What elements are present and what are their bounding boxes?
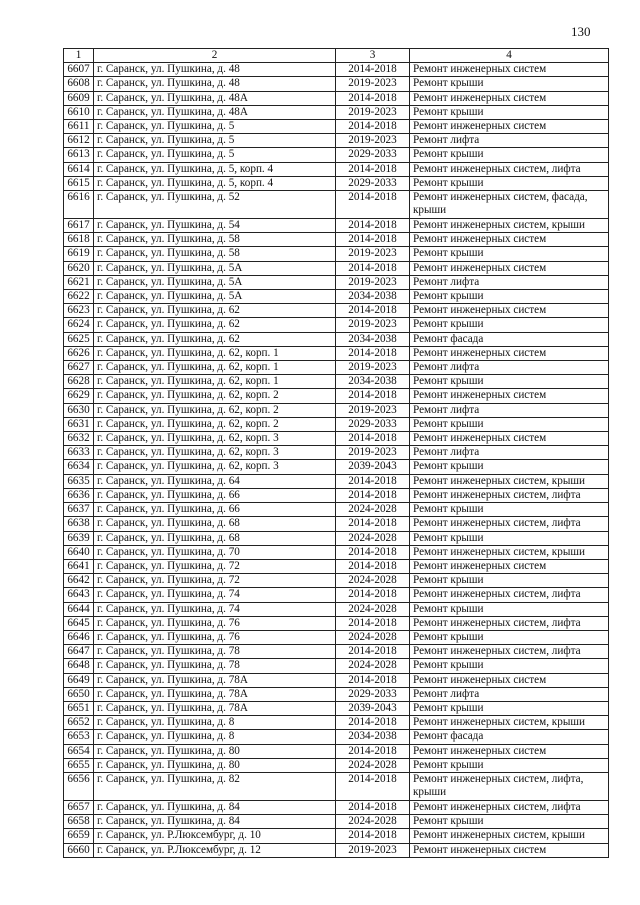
table-row: [64, 503, 609, 517]
row-number: 6626: [64, 346, 94, 360]
address-cell: г. Саранск, ул. Пушкина, д. 68: [94, 531, 336, 545]
period-cell: 2019-2023: [336, 318, 410, 332]
period-cell: 2014-2018: [336, 91, 410, 105]
table-row: [64, 63, 609, 77]
row-number: 6655: [64, 758, 94, 772]
row-number: 6620: [64, 261, 94, 275]
row-number: 6653: [64, 730, 94, 744]
table-row: [64, 134, 609, 148]
address-cell: г. Саранск, ул. Пушкина, д. 76: [94, 630, 336, 644]
address-cell: г. Саранск, ул. Пушкина, д. 48: [94, 63, 336, 77]
period-cell: 2014-2018: [336, 432, 410, 446]
work-type-cell: Ремонт крыши: [410, 176, 609, 190]
address-cell: г. Саранск, ул. Пушкина, д. 5, корп. 4: [94, 162, 336, 176]
address-cell: г. Саранск, ул. Пушкина, д. 62: [94, 304, 336, 318]
column-header-1: 1: [64, 49, 94, 63]
period-cell: 2024-2028: [336, 602, 410, 616]
work-type-cell: Ремонт инженерных систем: [410, 432, 609, 446]
work-type-cell: Ремонт инженерных систем: [410, 389, 609, 403]
table-row: [64, 602, 609, 616]
table-row: [64, 545, 609, 559]
table-row: [64, 332, 609, 346]
address-cell: г. Саранск, ул. Пушкина, д. 62, корп. 3: [94, 446, 336, 460]
period-cell: 2029-2033: [336, 687, 410, 701]
address-cell: г. Саранск, ул. Пушкина, д. 80: [94, 758, 336, 772]
table-row: [64, 318, 609, 332]
row-number: 6639: [64, 531, 94, 545]
table-row: [64, 800, 609, 814]
work-type-cell: Ремонт фасада: [410, 730, 609, 744]
work-type-cell: Ремонт крыши: [410, 417, 609, 431]
table-row: [64, 77, 609, 91]
address-cell: г. Саранск, ул. Пушкина, д. 62, корп. 3: [94, 460, 336, 474]
table-row: [64, 474, 609, 488]
work-type-cell: Ремонт крыши: [410, 77, 609, 91]
table-row: [64, 261, 609, 275]
row-number: 6643: [64, 588, 94, 602]
period-cell: 2014-2018: [336, 191, 410, 219]
address-cell: г. Саранск, ул. Пушкина, д. 8: [94, 716, 336, 730]
address-cell: г. Саранск, ул. Пушкина, д. 5А: [94, 261, 336, 275]
row-number: 6646: [64, 630, 94, 644]
work-type-cell: Ремонт лифта: [410, 687, 609, 701]
work-type-cell: Ремонт крыши: [410, 574, 609, 588]
work-type-cell: Ремонт крыши: [410, 815, 609, 829]
period-cell: 2014-2018: [336, 389, 410, 403]
row-number: 6645: [64, 616, 94, 630]
column-header-3: 3: [336, 49, 410, 63]
work-type-cell: Ремонт инженерных систем: [410, 91, 609, 105]
period-cell: 2024-2028: [336, 503, 410, 517]
table-row: [64, 417, 609, 431]
address-cell: г. Саранск, ул. Пушкина, д. 52: [94, 191, 336, 219]
table-row: [64, 772, 609, 800]
row-number: 6632: [64, 432, 94, 446]
table-row: [64, 191, 609, 219]
period-cell: 2014-2018: [336, 744, 410, 758]
address-cell: г. Саранск, ул. Пушкина, д. 78: [94, 659, 336, 673]
address-cell: г. Саранск, ул. Пушкина, д. 48: [94, 77, 336, 91]
address-cell: г. Саранск, ул. Пушкина, д. 64: [94, 474, 336, 488]
period-cell: 2014-2018: [336, 517, 410, 531]
address-cell: г. Саранск, ул. Пушкина, д. 62, корп. 3: [94, 432, 336, 446]
work-type-cell: Ремонт инженерных систем, крыши: [410, 474, 609, 488]
row-number: 6617: [64, 219, 94, 233]
work-type-cell: Ремонт крыши: [410, 659, 609, 673]
period-cell: 2014-2018: [336, 233, 410, 247]
address-cell: г. Саранск, ул. Пушкина, д. 54: [94, 219, 336, 233]
table-row: [64, 446, 609, 460]
row-number: 6612: [64, 134, 94, 148]
work-type-cell: Ремонт крыши: [410, 375, 609, 389]
table-row: [64, 843, 609, 857]
table-row: [64, 630, 609, 644]
work-type-cell: Ремонт инженерных систем, крыши: [410, 829, 609, 843]
work-type-cell: Ремонт лифта: [410, 446, 609, 460]
address-cell: г. Саранск, ул. Пушкина, д. 70: [94, 545, 336, 559]
address-cell: г. Саранск, ул. Пушкина, д. 82: [94, 772, 336, 800]
work-type-cell: Ремонт инженерных систем, лифта: [410, 162, 609, 176]
work-type-cell: Ремонт инженерных систем: [410, 304, 609, 318]
table-row: [64, 574, 609, 588]
address-cell: г. Саранск, ул. Пушкина, д. 66: [94, 503, 336, 517]
table-row: [64, 375, 609, 389]
row-number: 6619: [64, 247, 94, 261]
work-type-cell: Ремонт инженерных систем, крыши: [410, 716, 609, 730]
row-number: 6658: [64, 815, 94, 829]
work-type-cell: Ремонт крыши: [410, 105, 609, 119]
row-number: 6611: [64, 120, 94, 134]
table-row: [64, 120, 609, 134]
work-type-cell: Ремонт лифта: [410, 134, 609, 148]
work-type-cell: Ремонт инженерных систем, лифта: [410, 517, 609, 531]
table-body: [64, 63, 609, 858]
period-cell: 2039-2043: [336, 701, 410, 715]
row-number: 6657: [64, 800, 94, 814]
table-row: [64, 148, 609, 162]
work-type-cell: Ремонт инженерных систем, лифта: [410, 588, 609, 602]
period-cell: 2024-2028: [336, 630, 410, 644]
table-row: [64, 275, 609, 289]
row-number: 6642: [64, 574, 94, 588]
row-number: 6610: [64, 105, 94, 119]
address-cell: г. Саранск, ул. Пушкина, д. 62: [94, 332, 336, 346]
address-cell: г. Саранск, ул. Пушкина, д. 84: [94, 815, 336, 829]
table-row: [64, 701, 609, 715]
period-cell: 2034-2038: [336, 730, 410, 744]
address-cell: г. Саранск, ул. Пушкина, д. 62, корп. 2: [94, 417, 336, 431]
row-number: 6613: [64, 148, 94, 162]
address-cell: г. Саранск, ул. Пушкина, д. 5: [94, 120, 336, 134]
period-cell: 2019-2023: [336, 134, 410, 148]
address-cell: г. Саранск, ул. Пушкина, д. 62, корп. 1: [94, 361, 336, 375]
address-cell: г. Саранск, ул. Пушкина, д. 62, корп. 1: [94, 375, 336, 389]
period-cell: 2014-2018: [336, 588, 410, 602]
period-cell: 2014-2018: [336, 673, 410, 687]
period-cell: 2029-2033: [336, 417, 410, 431]
work-type-cell: Ремонт инженерных систем, лифта, крыши: [410, 772, 609, 800]
address-cell: г. Саранск, ул. Пушкина, д. 84: [94, 800, 336, 814]
work-type-cell: Ремонт инженерных систем, лифта: [410, 645, 609, 659]
row-number: 6640: [64, 545, 94, 559]
table-header-row: [64, 49, 609, 63]
table-row: [64, 488, 609, 502]
period-cell: 2039-2043: [336, 460, 410, 474]
row-number: 6608: [64, 77, 94, 91]
period-cell: 2034-2038: [336, 375, 410, 389]
address-cell: г. Саранск, ул. Пушкина, д. 8: [94, 730, 336, 744]
table-row: [64, 432, 609, 446]
page-number: 130: [571, 24, 591, 39]
period-cell: 2014-2018: [336, 559, 410, 573]
table-row: [64, 758, 609, 772]
address-cell: г. Саранск, ул. Пушкина, д. 74: [94, 602, 336, 616]
period-cell: 2014-2018: [336, 219, 410, 233]
row-number: 6616: [64, 191, 94, 219]
address-cell: г. Саранск, ул. Пушкина, д. 48А: [94, 105, 336, 119]
address-cell: г. Саранск, ул. Пушкина, д. 5А: [94, 290, 336, 304]
work-type-cell: Ремонт инженерных систем: [410, 559, 609, 573]
table-row: [64, 588, 609, 602]
work-type-cell: Ремонт инженерных систем, фасада, крыши: [410, 191, 609, 219]
address-cell: г. Саранск, ул. Пушкина, д. 78А: [94, 687, 336, 701]
table-row: [64, 162, 609, 176]
row-number: 6615: [64, 176, 94, 190]
period-cell: 2014-2018: [336, 346, 410, 360]
table-row: [64, 304, 609, 318]
period-cell: 2014-2018: [336, 645, 410, 659]
address-cell: г. Саранск, ул. Р.Люксембург, д. 10: [94, 829, 336, 843]
row-number: 6644: [64, 602, 94, 616]
work-type-cell: Ремонт крыши: [410, 290, 609, 304]
table-row: [64, 616, 609, 630]
period-cell: 2034-2038: [336, 332, 410, 346]
period-cell: 2024-2028: [336, 659, 410, 673]
table-row: [64, 233, 609, 247]
table-row: [64, 105, 609, 119]
row-number: 6637: [64, 503, 94, 517]
work-type-cell: Ремонт инженерных систем, лифта: [410, 800, 609, 814]
row-number: 6629: [64, 389, 94, 403]
address-cell: г. Саранск, ул. Пушкина, д. 62, корп. 2: [94, 389, 336, 403]
row-number: 6607: [64, 63, 94, 77]
work-type-cell: Ремонт инженерных систем: [410, 261, 609, 275]
period-cell: 2014-2018: [336, 488, 410, 502]
period-cell: 2014-2018: [336, 162, 410, 176]
period-cell: 2014-2018: [336, 63, 410, 77]
period-cell: 2029-2033: [336, 176, 410, 190]
work-type-cell: Ремонт крыши: [410, 531, 609, 545]
work-type-cell: Ремонт инженерных систем, лифта: [410, 616, 609, 630]
period-cell: 2019-2023: [336, 361, 410, 375]
period-cell: 2024-2028: [336, 758, 410, 772]
address-cell: г. Саранск, ул. Пушкина, д. 48А: [94, 91, 336, 105]
table-row: [64, 219, 609, 233]
column-header-4: 4: [410, 49, 609, 63]
address-cell: г. Саранск, ул. Р.Люксембург, д. 12: [94, 843, 336, 857]
period-cell: 2019-2023: [336, 446, 410, 460]
row-number: 6636: [64, 488, 94, 502]
table-row: [64, 829, 609, 843]
row-number: 6627: [64, 361, 94, 375]
table-row: [64, 361, 609, 375]
row-number: 6635: [64, 474, 94, 488]
row-number: 6625: [64, 332, 94, 346]
work-type-cell: Ремонт крыши: [410, 758, 609, 772]
work-type-cell: Ремонт лифта: [410, 275, 609, 289]
work-type-cell: Ремонт инженерных систем: [410, 744, 609, 758]
period-cell: 2019-2023: [336, 247, 410, 261]
table-row: [64, 517, 609, 531]
row-number: 6647: [64, 645, 94, 659]
period-cell: 2024-2028: [336, 574, 410, 588]
row-number: 6656: [64, 772, 94, 800]
period-cell: 2019-2023: [336, 105, 410, 119]
table-row: [64, 389, 609, 403]
row-number: 6651: [64, 701, 94, 715]
address-cell: г. Саранск, ул. Пушкина, д. 72: [94, 574, 336, 588]
table-row: [64, 716, 609, 730]
address-cell: г. Саранск, ул. Пушкина, д. 76: [94, 616, 336, 630]
row-number: 6634: [64, 460, 94, 474]
table-row: [64, 559, 609, 573]
period-cell: 2014-2018: [336, 120, 410, 134]
address-cell: г. Саранск, ул. Пушкина, д. 5А: [94, 275, 336, 289]
row-number: 6628: [64, 375, 94, 389]
work-type-cell: Ремонт крыши: [410, 247, 609, 261]
period-cell: 2019-2023: [336, 77, 410, 91]
period-cell: 2019-2023: [336, 843, 410, 857]
work-type-cell: Ремонт инженерных систем: [410, 346, 609, 360]
address-cell: г. Саранск, ул. Пушкина, д. 5: [94, 148, 336, 162]
row-number: 6659: [64, 829, 94, 843]
address-cell: г. Саранск, ул. Пушкина, д. 72: [94, 559, 336, 573]
period-cell: 2024-2028: [336, 531, 410, 545]
table-row: [64, 531, 609, 545]
table-row: [64, 730, 609, 744]
period-cell: 2014-2018: [336, 716, 410, 730]
table-row: [64, 687, 609, 701]
address-cell: г. Саранск, ул. Пушкина, д. 62, корп. 2: [94, 403, 336, 417]
period-cell: 2014-2018: [336, 800, 410, 814]
table-row: [64, 460, 609, 474]
work-type-cell: Ремонт фасада: [410, 332, 609, 346]
row-number: 6641: [64, 559, 94, 573]
work-type-cell: Ремонт крыши: [410, 148, 609, 162]
table-row: [64, 290, 609, 304]
address-cell: г. Саранск, ул. Пушкина, д. 66: [94, 488, 336, 502]
address-cell: г. Саранск, ул. Пушкина, д. 58: [94, 233, 336, 247]
work-type-cell: Ремонт инженерных систем: [410, 233, 609, 247]
address-cell: г. Саранск, ул. Пушкина, д. 5, корп. 4: [94, 176, 336, 190]
row-number: 6622: [64, 290, 94, 304]
address-cell: г. Саранск, ул. Пушкина, д. 62: [94, 318, 336, 332]
work-type-cell: Ремонт инженерных систем: [410, 843, 609, 857]
period-cell: 2019-2023: [336, 275, 410, 289]
row-number: 6624: [64, 318, 94, 332]
period-cell: 2029-2033: [336, 148, 410, 162]
work-type-cell: Ремонт лифта: [410, 403, 609, 417]
work-type-cell: Ремонт крыши: [410, 460, 609, 474]
work-type-cell: Ремонт инженерных систем: [410, 63, 609, 77]
work-type-cell: Ремонт инженерных систем, крыши: [410, 545, 609, 559]
period-cell: 2014-2018: [336, 474, 410, 488]
table-row: [64, 744, 609, 758]
row-number: 6654: [64, 744, 94, 758]
row-number: 6652: [64, 716, 94, 730]
table-row: [64, 673, 609, 687]
row-number: 6648: [64, 659, 94, 673]
period-cell: 2014-2018: [336, 545, 410, 559]
row-number: 6633: [64, 446, 94, 460]
table-row: [64, 176, 609, 190]
table-row: [64, 645, 609, 659]
work-type-cell: Ремонт инженерных систем: [410, 120, 609, 134]
row-number: 6614: [64, 162, 94, 176]
address-cell: г. Саранск, ул. Пушкина, д. 80: [94, 744, 336, 758]
period-cell: 2014-2018: [336, 261, 410, 275]
address-cell: г. Саранск, ул. Пушкина, д. 58: [94, 247, 336, 261]
row-number: 6623: [64, 304, 94, 318]
table-row: [64, 403, 609, 417]
address-cell: г. Саранск, ул. Пушкина, д. 78А: [94, 673, 336, 687]
row-number: 6618: [64, 233, 94, 247]
column-header-2: 2: [94, 49, 336, 63]
work-type-cell: Ремонт инженерных систем, крыши: [410, 219, 609, 233]
table-row: [64, 659, 609, 673]
row-number: 6621: [64, 275, 94, 289]
table-row: [64, 815, 609, 829]
work-type-cell: Ремонт лифта: [410, 361, 609, 375]
work-type-cell: Ремонт крыши: [410, 701, 609, 715]
row-number: 6638: [64, 517, 94, 531]
table-row: [64, 91, 609, 105]
address-cell: г. Саранск, ул. Пушкина, д. 5: [94, 134, 336, 148]
address-cell: г. Саранск, ул. Пушкина, д. 78: [94, 645, 336, 659]
table-row: [64, 346, 609, 360]
row-number: 6660: [64, 843, 94, 857]
address-cell: г. Саранск, ул. Пушкина, д. 62, корп. 1: [94, 346, 336, 360]
work-type-cell: Ремонт инженерных систем, лифта: [410, 488, 609, 502]
repair-schedule-table: [63, 48, 609, 858]
period-cell: 2014-2018: [336, 829, 410, 843]
period-cell: 2014-2018: [336, 616, 410, 630]
period-cell: 2014-2018: [336, 772, 410, 800]
row-number: 6649: [64, 673, 94, 687]
work-type-cell: Ремонт крыши: [410, 318, 609, 332]
address-cell: г. Саранск, ул. Пушкина, д. 78А: [94, 701, 336, 715]
period-cell: 2019-2023: [336, 403, 410, 417]
row-number: 6650: [64, 687, 94, 701]
row-number: 6630: [64, 403, 94, 417]
period-cell: 2034-2038: [336, 290, 410, 304]
period-cell: 2024-2028: [336, 815, 410, 829]
row-number: 6609: [64, 91, 94, 105]
work-type-cell: Ремонт крыши: [410, 503, 609, 517]
address-cell: г. Саранск, ул. Пушкина, д. 68: [94, 517, 336, 531]
work-type-cell: Ремонт крыши: [410, 602, 609, 616]
work-type-cell: Ремонт крыши: [410, 630, 609, 644]
period-cell: 2014-2018: [336, 304, 410, 318]
address-cell: г. Саранск, ул. Пушкина, д. 74: [94, 588, 336, 602]
table-row: [64, 247, 609, 261]
row-number: 6631: [64, 417, 94, 431]
work-type-cell: Ремонт инженерных систем: [410, 673, 609, 687]
